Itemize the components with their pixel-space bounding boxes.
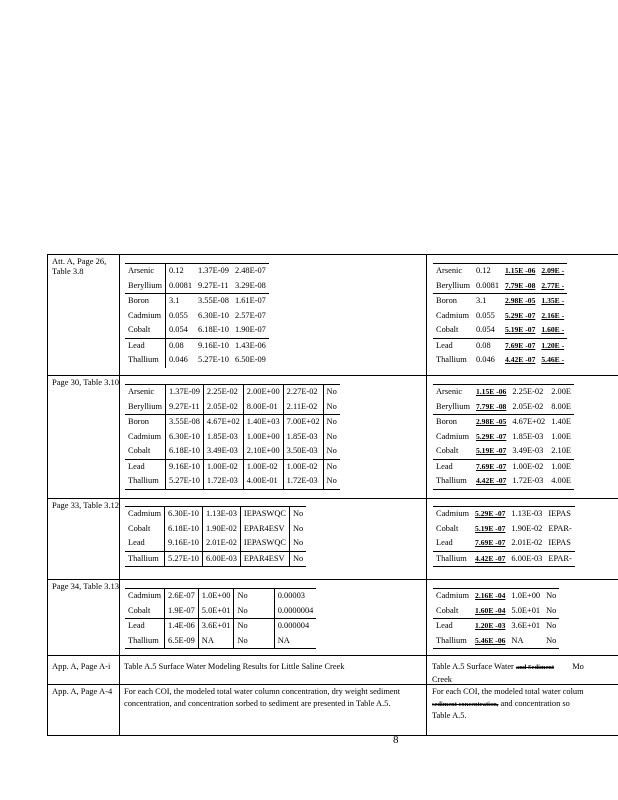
table-cell: 3.50E-03 [283,444,323,459]
table-cell: Cadmium [436,310,470,320]
table-cell: IEPAS [545,507,574,522]
table-cell: 1.00E-02 [243,459,283,474]
table-3-10-original [125,384,340,490]
table-cell: 1.90E-02 [202,522,240,537]
table-cell: 1.60E - [541,325,565,334]
table-cell: 4.00E [548,474,574,489]
table-cell: IEPASWQC [240,536,289,551]
table-row [125,522,306,537]
table-cell: 0.055 [165,309,195,324]
table-cell: Lead [125,619,165,634]
table-cell: Lead [125,338,165,353]
table-3-12-original [125,506,306,567]
table-cell: 2.27E-02 [283,385,323,400]
table-cell: 5.27E-10 [165,474,203,489]
table-cell: Lead [125,459,165,474]
table-row [433,400,574,415]
table-cell: 5.19E -07 [505,325,536,334]
table-cell: Boron [125,415,165,430]
table-cell: 5.0E+01 [511,605,541,615]
table-cell: 0.054 [475,325,495,334]
table-cell: 1.9E-07 [165,604,199,619]
table-cell: 1.90E-02 [511,523,543,533]
table-row [125,444,340,459]
table-cell: No [323,444,340,459]
table-cell: No [289,551,306,567]
table-row [433,522,575,537]
table-cell: No [323,415,340,430]
table-row [125,589,316,604]
table-cell: Cadmium [128,431,162,441]
table-cell: 2.16E -04 [472,589,508,604]
table-cell: 6.30E-10 [165,430,203,445]
table-cell: 5.27E-10 [198,355,229,364]
table-row [125,619,316,634]
table-cell: 4.42E -07 [473,474,509,489]
table-row [433,551,575,567]
table-cell: IEPAS [548,538,571,547]
table-cell: 2.00E+00 [243,385,283,400]
table-cell: No [234,619,274,634]
table-cell: Beryllium [436,401,470,411]
table-cell: Cobalt [128,446,151,455]
table-cell: 3.49E-03 [203,444,243,459]
row-ref-3: Page 33, Table 3.12 [52,500,119,510]
table-row [433,634,559,649]
table-cell: 5.27E-10 [165,551,203,567]
caption-original: Table A.5 Surface Water Modeling Results for Little Saline Creek [124,662,345,671]
table-cell: 1.15E -06 [473,385,509,400]
table-cell: 2.00E [548,385,574,400]
table-3-10-revised [433,384,574,490]
table-cell: Cobalt [128,523,151,533]
table-cell: 9.16E-10 [165,459,203,474]
table-row [125,400,340,415]
table-cell: 8.00E [551,401,571,411]
table-3-8-revised [433,263,567,368]
table-cell: 1.0E+00 [508,589,543,604]
table-row [125,415,340,430]
table-cell: EPAR- [545,551,574,567]
table-cell: No [543,589,559,604]
table-cell: 6.18E-10 [165,522,203,537]
table-cell: 1.72E-03 [203,474,243,489]
table-cell: 0.00003 [274,589,316,604]
table-cell: 7.79E -08 [505,280,536,290]
table-row [125,536,306,551]
table-cell: No [234,589,274,604]
table-cell: 4.67E+02 [509,415,548,430]
table-cell: NA [198,634,234,649]
table-cell: Thallium [436,355,467,364]
table-cell: 9.16E-10 [165,536,203,551]
table-cell: No [234,634,274,649]
table-cell: Cobalt [436,325,459,334]
table-cell: 6.5E-09 [165,634,199,649]
table-row [433,604,559,619]
table-cell: 2.01E-02 [202,536,240,551]
table-cell: 0.12 [473,264,502,279]
table-cell: 2.09E - [538,264,567,279]
table-row [125,338,269,353]
table-cell: Cadmium [433,589,472,604]
table-3-12-revised [433,506,575,567]
table-row [125,474,340,489]
table-cell: 5.0E+01 [198,604,234,619]
table-cell: 2.57E-07 [234,310,266,320]
row-ref-6: App. A, Page A-4 [52,686,113,696]
table-cell: 2.6E-07 [165,589,199,604]
table-cell: 0.08 [165,338,195,353]
table-row [125,551,306,567]
table-row [433,474,574,489]
table-cell: Thallium [433,634,472,649]
table-cell: 1.20E -03 [472,619,508,634]
table-cell: 1.13E-03 [508,507,545,522]
table-row [433,385,574,400]
table-cell: 4.42E -07 [472,551,508,567]
table-cell: 5.19E -07 [475,523,506,533]
table-cell: Cobalt [128,605,151,615]
table-cell: Cadmium [125,507,165,522]
table-cell: 1.40E+03 [243,415,283,430]
table-cell: 4.42E -07 [505,355,536,364]
page-number: 8 [393,734,399,746]
table-row [125,507,306,522]
table-cell: No [323,400,340,415]
table-cell: 5.46E - [541,355,565,364]
table-cell: No [323,459,340,474]
table-row [125,604,316,619]
table-cell: Thallium [433,474,473,489]
table-cell: 1.85E-03 [283,430,323,445]
table-cell: 1.72E-03 [509,474,548,489]
table-cell: 0.055 [475,310,495,320]
table-cell: 4.00E-01 [243,474,283,489]
table-3-13-original [125,588,316,649]
table-cell: 7.69E -07 [475,538,506,547]
table-cell: 1.00E [551,431,571,441]
table-cell: Thallium [433,551,472,567]
table-cell: No [234,604,274,619]
caption-revised: Table A.5 Surface Water and Sediment Mo Creek [432,662,584,684]
table-row [433,430,574,445]
table-cell: Boron [433,294,473,309]
table-cell: EPAR4ESV [240,522,289,537]
table-row [433,264,567,279]
table-cell: 6.50E-09 [234,355,266,364]
table-row [125,323,269,338]
table-cell: 2.01E-02 [511,538,543,547]
table-cell: 9.27E-11 [198,280,229,290]
table-cell: 9.16E-10 [195,338,232,353]
table-cell: 0.0000004 [274,604,316,619]
table-cell: Cobalt [128,325,151,334]
table-cell: 3.6E+01 [198,619,234,634]
table-cell: 7.00E+02 [283,415,323,430]
table-cell: 1.37E-09 [165,385,203,400]
table-cell: 0.000004 [274,619,316,634]
table-cell: 6.18E-10 [198,325,229,334]
table-row [433,309,567,324]
table-cell: 2.10E [551,446,571,455]
table-cell: 0.0081 [165,279,195,294]
table-cell: 2.16E - [541,310,565,320]
table-cell: 4.67E+02 [203,415,243,430]
table-cell: 1.40E [548,415,574,430]
table-cell: Cadmium [128,310,162,320]
comment-table [47,254,618,736]
table-cell: 2.98E -05 [473,415,509,430]
table-cell: 6.18E-10 [165,444,203,459]
table-row [433,415,574,430]
table-cell: No [289,507,306,522]
table-row [125,385,340,400]
table-cell: 1.00E-02 [509,459,548,474]
table-row [433,589,559,604]
table-cell: 1.13E-03 [202,507,240,522]
table-cell: No [543,634,559,649]
table-cell: 1.72E-03 [283,474,323,489]
table-cell: Beryllium [436,280,470,290]
table-cell: 9.27E-11 [165,400,203,415]
table-row [433,338,567,353]
table-3-13-revised [433,588,559,649]
table-cell: 2.48E-07 [232,264,269,279]
table-cell: Thallium [125,634,165,649]
table-row [125,353,269,368]
table-row [433,353,567,368]
table-cell: 1.90E-07 [234,325,266,334]
table-cell: 1.85E-03 [512,431,544,441]
table-row [433,507,575,522]
table-cell: 5.29E -07 [475,431,507,441]
table-cell: Lead [436,538,453,547]
table-cell: EPAR- [548,523,572,533]
table-cell: Cadmium [125,589,165,604]
table-row [433,459,574,474]
table-cell: 0.054 [165,323,195,338]
table-cell: No [289,522,306,537]
table-cell: 2.10E+00 [243,444,283,459]
table-row [433,444,574,459]
table-row [433,294,567,309]
table-cell: 2.05E-02 [203,400,243,415]
table-cell: IEPASWQC [240,507,289,522]
table-cell: 5.19E -07 [475,446,507,455]
table-cell: Arsenic [125,385,165,400]
row-ref-4: Page 34, Table 3.13 [52,581,119,591]
table-cell: Thallium [125,474,165,489]
table-row [433,323,567,338]
table-cell: 1.00E-02 [283,459,323,474]
table-cell: 1.0E+00 [198,589,234,604]
table-cell: No [323,430,340,445]
table-cell: Beryllium [128,280,162,290]
table-cell: 1.60E -04 [475,605,506,615]
table-cell: Arsenic [125,264,165,279]
row-ref-5: App. A, Page A-i [52,661,111,671]
table-cell: No [323,385,340,400]
table-cell: Cobalt [436,605,459,615]
table-cell: Cadmium [436,431,470,441]
table-cell: 6.00E-03 [508,551,545,567]
table-cell: 2.05E-02 [512,401,544,411]
table-cell: 7.69E -07 [502,338,538,353]
table-cell: 3.6E+01 [508,619,543,634]
table-cell: 1.00E+00 [243,430,283,445]
table-cell: 1.61E-07 [232,294,269,309]
table-cell: 2.25E-02 [203,385,243,400]
table-row [125,294,269,309]
table-cell: No [289,536,306,551]
table-row [433,536,575,551]
table-row [433,279,567,294]
table-cell: Lead [433,338,473,353]
table-cell: 5.29E -07 [472,507,508,522]
table-cell: 1.35E - [538,294,567,309]
table-cell: 8.00E-01 [243,400,283,415]
table-cell: 1.20E - [538,338,567,353]
table-cell: 1.15E -06 [502,264,538,279]
table-cell: 6.30E-10 [198,310,229,320]
table-row [433,619,559,634]
table-cell: 2.77E - [541,280,565,290]
table-cell: 0.046 [165,353,195,368]
table-cell: 3.1 [165,294,195,309]
table-cell: 3.55E-08 [195,294,232,309]
table-row [125,430,340,445]
table-cell: No [323,474,340,489]
table-row [125,279,269,294]
table-cell: Lead [128,538,145,547]
table-cell: Arsenic [433,385,473,400]
table-cell: 1.85E-03 [203,430,243,445]
table-cell: No [546,605,557,615]
table-cell: EPAR4ESV [240,551,289,567]
table-cell: Boron [125,294,165,309]
table-cell: Cobalt [436,446,459,455]
table-cell: Lead [433,619,472,634]
table-cell: 5.46E -06 [472,634,508,649]
table-cell: Beryllium [128,401,162,411]
row-ref-1: Att. A, Page 26, Table 3.8 [52,256,107,276]
table-cell: No [543,619,559,634]
table-cell: 6.30E-10 [165,507,203,522]
table-cell: 2.11E-02 [283,400,323,415]
table-cell: 0.12 [165,264,195,279]
table-cell: 7.79E -08 [475,401,507,411]
table-cell: Thallium [128,355,159,364]
table-cell: Lead [433,459,473,474]
table-row [125,264,269,279]
table-cell: NA [274,634,316,649]
row-ref-2: Page 30, Table 3.10 [52,377,119,387]
table-cell: Arsenic [433,264,473,279]
table-cell: Thallium [125,551,165,567]
table-cell: 5.29E -07 [505,310,536,320]
table-cell: 3.29E-08 [234,280,266,290]
table-cell: 0.046 [475,355,495,364]
table-cell: 1.00E-02 [203,459,243,474]
paragraph-original: For each COI, the modeled total water column concentration, dry weight sediment concentration, and concentration sorbed to sediment are presented in Table A.5. [124,687,401,708]
table-cell: 0.0081 [475,280,499,290]
table-cell: Cadmium [433,507,472,522]
table-cell: 2.98E -05 [502,294,538,309]
table-cell: 1.43E-06 [232,338,269,353]
paragraph-revised: For each COI, the modeled total water colum sediment concentration, and concentration so Table A.5. [432,687,584,720]
table-row [125,634,316,649]
table-cell: 7.69E -07 [473,459,509,474]
table-cell: NA [508,634,543,649]
table-cell: 3.55E-08 [165,415,203,430]
table-cell: 3.49E-03 [512,446,544,455]
table-3-8-original [125,263,269,368]
table-cell: 2.25E-02 [509,385,548,400]
table-cell: 0.08 [473,338,502,353]
table-cell: 1.4E-06 [165,619,199,634]
table-row [125,309,269,324]
table-row [125,459,340,474]
table-cell: 1.00E [548,459,574,474]
table-cell: 3.1 [473,294,502,309]
table-cell: 1.37E-09 [195,264,232,279]
table-cell: 6.00E-03 [202,551,240,567]
table-cell: Cobalt [436,523,459,533]
table-cell: Boron [433,415,473,430]
